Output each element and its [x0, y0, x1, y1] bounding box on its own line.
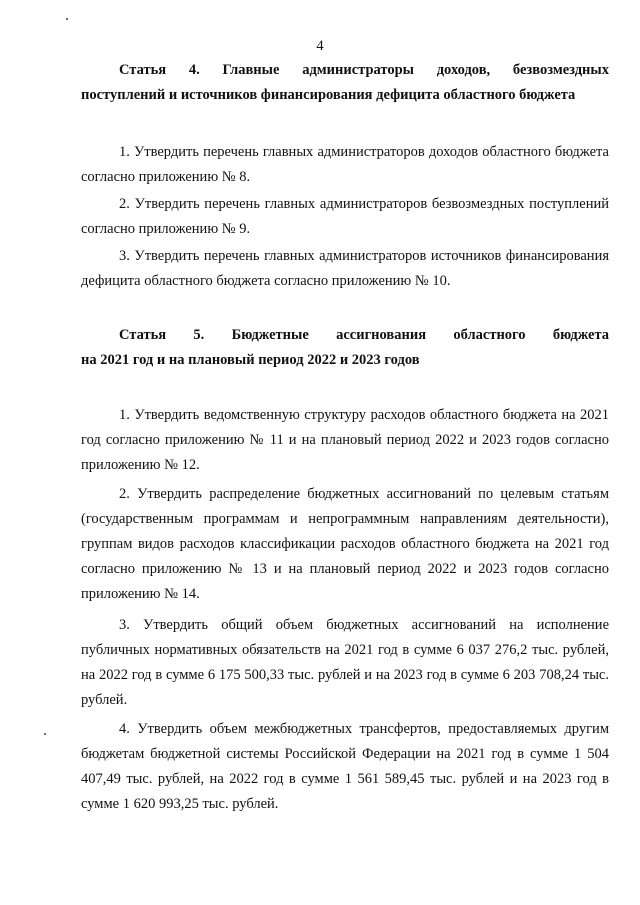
article-5-item-1: 1. Утвердить ведомственную структуру расходов областного бюджета на 2021 год согласно приложению № 11 и на плановый период 2022 и 2023 годов согласно приложению № 12. [81, 407, 609, 473]
article-4-item-2: 2. Утвердить перечень главных администраторов безвозмездных поступлений согласно приложению № 9. [81, 196, 609, 237]
article-5-title-line-2: на 2021 год и на плановый период 2022 и 2023 годов [81, 352, 420, 368]
article-4-item-3: 3. Утвердить перечень главных администраторов источников финансирования дефицита областного бюджета согласно приложению № 10. [81, 248, 609, 289]
scan-speck [66, 18, 68, 20]
article-4-title-line-1: Статья 4. Главные администраторы доходов, безвозмездных [119, 62, 609, 78]
article-5-title [81, 323, 609, 373]
article-4-title-line-2: поступлений и источников финансирования дефицита областного бюджета [81, 87, 576, 103]
article-5-item-4: 4. Утвердить объем межбюджетных трансфертов, предоставляемых другим бюджетам бюджетной системы Российской Федерации на 2021 год в сумме 1 504 407,49 тыс. рублей, на 2022 год в сумме 1 561 589,45 тыс. рублей и на 2023 год в сумме 1 620 993,25 тыс. рублей. [81, 721, 609, 812]
article-4-item-1: 1. Утвердить перечень главных администраторов доходов областного бюджета согласно приложению № 8. [81, 144, 609, 185]
scan-speck [44, 733, 46, 735]
article-5-title-line-1: Статья 5. Бюджетные ассигнования областного бюджета [119, 327, 609, 343]
article-5-item-2: 2. Утвердить распределение бюджетных ассигнований по целевым статьям (государственным программам и непрограммным направлениям деятельности), группам видов расходов классификации расходов областного бюджета на 2021 год согласно приложению № 13 и на плановый период 2022 и 2023 годов согласно приложению № 14. [81, 486, 609, 602]
page-number: 4 [316, 38, 324, 54]
article-5-item-3: 3. Утвердить общий объем бюджетных ассигнований на исполнение публичных нормативных обязательств на 2021 год в сумме 6 037 276,2 тыс. рублей, на 2022 год в сумме 6 175 500,33 тыс. рублей и на 2023 год в сумме 6 203 708,24 тыс. рублей. [81, 617, 609, 708]
article-4-title [81, 58, 609, 108]
